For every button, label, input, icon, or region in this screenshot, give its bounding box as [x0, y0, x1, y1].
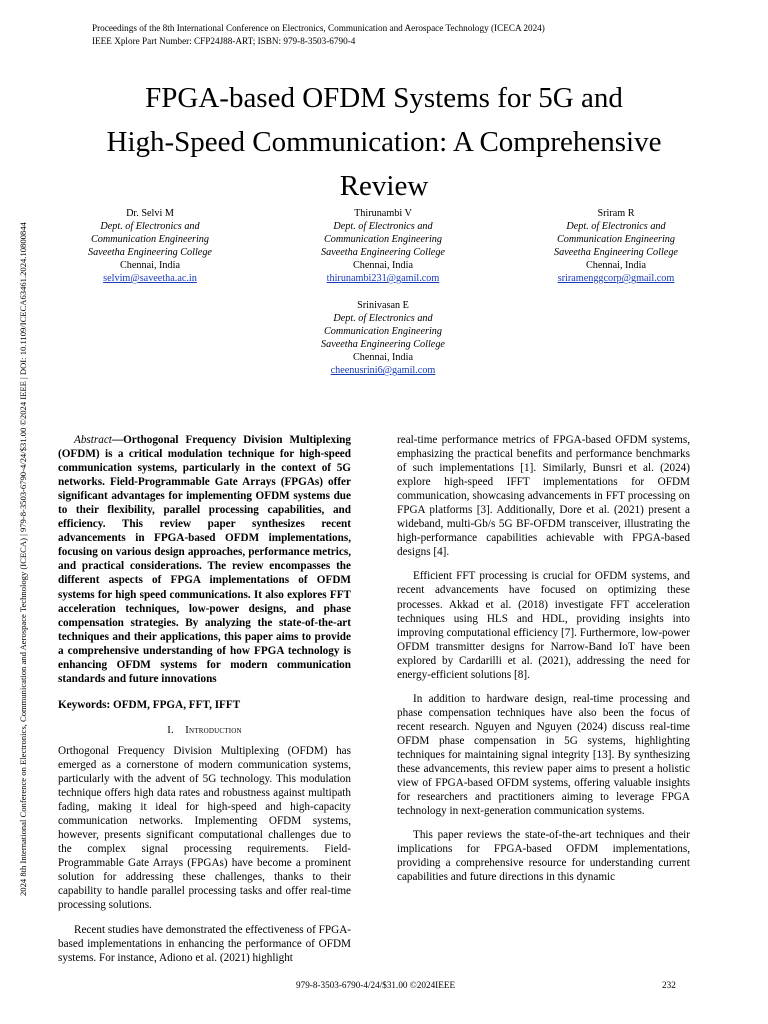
- header-line-2: IEEE Xplore Part Number: CFP24J88-ART; ISBN: 979-8-3503-6790-4: [92, 35, 356, 46]
- author-college: Saveetha Engineering College: [88, 247, 212, 258]
- footer-isbn: 979-8-3503-6790-4/24/$31.00 ©2024IEEE: [296, 980, 456, 990]
- body-paragraph: real-time performance metrics of FPGA-based OFDM systems, emphasizing the practical benefits and performance benchmarks of such implementations [1]. Similarly, Bunsri et al. (2024) explore high-speed IFFT implementations for OFDM communication, showcasing advancements in FFT processing on FPGA platforms [3]. Additionally, Dore et al. (2021) present a wideband, multi-Gb/s 5G BF-OFDM transceiver, illustrating the high-performance capabilities achievable with FPGA-based designs [4].: [397, 434, 690, 559]
- paper-title: [60, 76, 708, 208]
- author-dept: Dept. of Electronics and: [333, 221, 433, 232]
- author-name: Srinivasan E: [357, 300, 409, 311]
- author-name: Sriram R: [597, 208, 635, 219]
- author-dept: Dept. of Electronics and: [566, 221, 666, 232]
- title-line-1: FPGA-based OFDM Systems for 5G and: [145, 82, 623, 114]
- author-dept: Communication Engineering: [324, 326, 442, 337]
- body-paragraph: In addition to hardware design, real-time processing and phase compensation techniques have also been the focus of recent research. Nguyen and Nguyen (2024) discuss real-time OFDM phase compensation in 5G systems, highlighting techniques for maintaining signal integrity [13]. By synthesizing these advancements, this review paper aims to present a holistic view of FPGA-based OFDM systems, offering valuable insights for researchers and practitioners aiming to leverage FPGA technology in next-generation communication systems.: [397, 692, 690, 818]
- section-number: I.: [167, 724, 174, 736]
- author-college: Saveetha Engineering College: [554, 247, 678, 258]
- body-paragraph: Recent studies have demonstrated the effectiveness of FPGA-based implementations in enhancing the performance of OFDM systems. For instance, Adiono et al. (2021) highlight: [58, 923, 351, 964]
- body-paragraph: This paper reviews the state-of-the-art techniques and their implications for FPGA-based OFDM implementations, providing a comprehensive resource for understanding current capabilities and future directions in this dynamic: [397, 829, 690, 884]
- author-block-3: [516, 207, 716, 285]
- page-number: 232: [662, 980, 676, 990]
- author-block-1: [50, 207, 250, 285]
- author-dept: Dept. of Electronics and: [100, 221, 200, 232]
- author-dept: Communication Engineering: [91, 234, 209, 245]
- body-paragraph: Efficient FFT processing is crucial for OFDM systems, and recent advancements have focused on optimizing these processes. Akkad et al. (2018) investigate FFT acceleration techniques using HLS and HDL, providing insights into improving computational efficiency [7]. Furthermore, low-power OFDM transmitter designs for Narrow-Band IoT have been explored by Cardarilli et al. (2021), addressing the need for energy-efficient solutions [8].: [397, 570, 690, 681]
- section-heading-introduction: [58, 724, 351, 738]
- author-email-link[interactable]: thirunambi231@gamil.com: [326, 273, 440, 284]
- author-city: Chennai, India: [586, 260, 646, 271]
- abstract-label: Abstract: [74, 434, 112, 446]
- author-email-link[interactable]: cheenusrini6@gamil.com: [330, 365, 436, 376]
- author-block-4: [283, 299, 483, 377]
- author-name: Dr. Selvi M: [126, 208, 174, 219]
- author-dept: Communication Engineering: [557, 234, 675, 245]
- keywords: Keywords: OFDM, FPGA, FFT, IFFT: [58, 698, 241, 711]
- abstract: [58, 433, 351, 686]
- doi-sidebar: 2024 8th International Conference on Electronics, Communication and Aerospace Technology (ICECA) | 979-8-3503-6790-4/24/$31.00 ©2024 IEEE | DOI: 10.1109/ICECA63461.2024.10800844: [18, 222, 28, 896]
- abstract-text: —Orthogonal Frequency Division Multiplexing (OFDM) is a critical modulation technique for high-speed communication systems, particularly in the context of 5G networks. Field-Programmable Gate Arrays (FPGAs) offer significant advantages for implementing OFDM systems due to their flexibility, parallel processing capabilities, and efficiency. This review paper synthesizes recent advancements in FPGA-based OFDM implementations, focusing on various design approaches, performance metrics, and practical considerations. The review encompasses the different aspects of FPGA implementations of OFDM systems for high speed communications. It also explores FFT acceleration techniques, low-power designs, and phase compensation strategies. By analyzing the state-of-the-art techniques and their applications, this paper aims to provide a comprehensive understanding of how FPGA technology is enhancing OFDM systems for modern communication standards and future innovations: [58, 434, 351, 685]
- section-title: Introduction: [185, 724, 242, 736]
- author-city: Chennai, India: [353, 260, 413, 271]
- author-name: Thirunambi V: [354, 208, 412, 219]
- title-line-2: High-Speed Communication: A Comprehensive: [106, 126, 662, 158]
- right-column: [397, 433, 690, 894]
- author-dept: Communication Engineering: [324, 234, 442, 245]
- author-city: Chennai, India: [120, 260, 180, 271]
- author-block-2: [283, 207, 483, 285]
- author-email-link[interactable]: sriramenggcorp@gmail.com: [557, 273, 675, 284]
- proceedings-header: [92, 22, 712, 47]
- author-dept: Dept. of Electronics and: [333, 313, 433, 324]
- author-college: Saveetha Engineering College: [321, 247, 445, 258]
- title-line-3: Review: [339, 170, 429, 202]
- author-city: Chennai, India: [353, 352, 413, 363]
- left-column: [58, 433, 351, 975]
- header-line-1: Proceedings of the 8th International Conference on Electronics, Communication and Aerospace Technology (ICECA 2024): [92, 23, 545, 33]
- body-paragraph: Orthogonal Frequency Division Multiplexing (OFDM) has emerged as a cornerstone of modern communication systems, particularly with the advent of 5G technology. This modulation technique offers high data rates and robustness against multipath fading, making it ideal for high-speed and high-capacity communication networks. Implementing OFDM systems, however, presents significant computational challenges due to the complex signal processing requirements. Field-Programmable Gate Arrays (FPGAs) have become a prominent solution for addressing these challenges, thanks to their capability to handle parallel processing tasks and offer real-time processing solutions.: [58, 744, 351, 912]
- author-college: Saveetha Engineering College: [321, 339, 445, 350]
- author-email-link[interactable]: selvim@saveetha.ac.in: [103, 273, 197, 284]
